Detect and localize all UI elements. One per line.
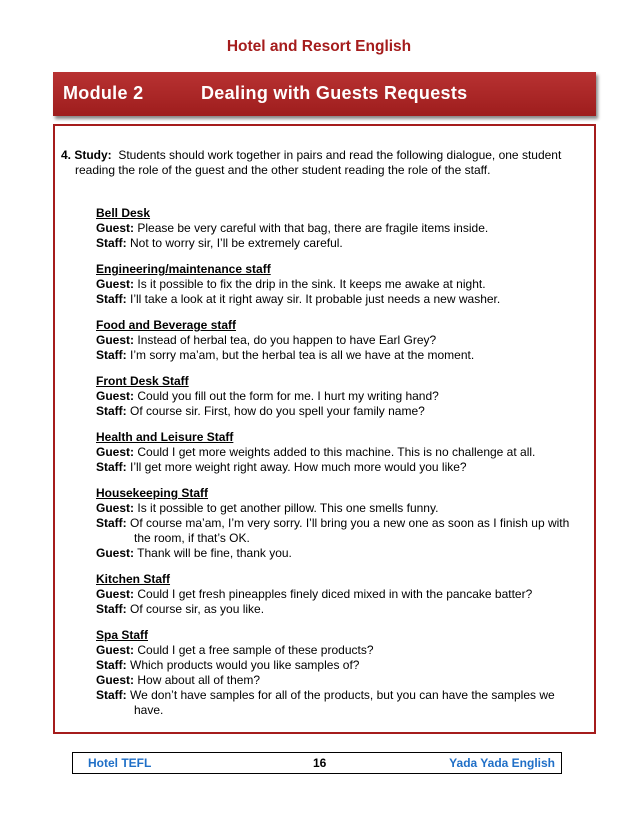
speaker-label: Guest: — [96, 389, 135, 403]
speaker-label: Staff: — [96, 658, 127, 672]
dialogue-text: Could I get fresh pineapples finely diced mixed in with the pancake batter? — [137, 587, 533, 601]
dialogue-line — [96, 389, 586, 404]
speaker-label: Guest: — [96, 333, 135, 347]
dialogue-heading: Kitchen Staff — [96, 572, 171, 586]
page-footer — [72, 752, 562, 774]
speaker-label: Staff: — [96, 236, 127, 250]
dialogue-text: Thank will be fine, thank you. — [137, 546, 292, 560]
dialogue-heading: Housekeeping Staff — [96, 486, 209, 500]
speaker-label: Staff: — [96, 516, 127, 530]
study-instructions — [61, 148, 595, 178]
dialogue-line — [96, 404, 586, 419]
dialogue-block — [96, 430, 586, 475]
dialogue-line — [96, 673, 586, 688]
footer-left-text: Hotel TEFL — [88, 756, 152, 770]
dialogue-text: Is it possible to get another pillow. This one smells funny. — [137, 501, 439, 515]
dialogue-heading: Food and Beverage staff — [96, 318, 237, 332]
dialogue-text: How about all of them? — [137, 673, 261, 687]
speaker-label: Staff: — [96, 688, 127, 702]
dialogue-text: Could you fill out the form for me. I hurt my writing hand? — [137, 389, 439, 403]
dialogue-line — [96, 658, 586, 673]
footer-right-text: Yada Yada English — [449, 756, 555, 770]
module-number: Module 2 — [63, 83, 144, 103]
speaker-label: Staff: — [96, 460, 127, 474]
dialogue-text: We don’t have samples for all of the products, but you can have the samples we have. — [130, 688, 555, 717]
dialogue-heading: Bell Desk — [96, 206, 151, 220]
module-title: Dealing with Guests Requests — [201, 83, 468, 103]
dialogue-heading: Engineering/maintenance staff — [96, 262, 271, 276]
dialogue-line — [96, 460, 586, 475]
content-box — [53, 124, 596, 734]
speaker-label: Guest: — [96, 277, 135, 291]
dialogue-heading: Spa Staff — [96, 628, 149, 642]
dialogue-text: Of course ma’am, I’m very sorry. I’ll bring you a new one as soon as I finish up with the room, if that’s OK. — [130, 516, 570, 545]
dialogue-text: Please be very careful with that bag, there are fragile items inside. — [137, 221, 489, 235]
speaker-label: Staff: — [96, 404, 127, 418]
dialogue-text: Could I get a free sample of these products? — [137, 643, 374, 657]
dialogue-text: Not to worry sir, I’ll be extremely careful. — [130, 236, 343, 250]
dialogue-text: I’ll take a look at it right away sir. It probable just needs a new washer. — [130, 292, 501, 306]
dialogue-heading: Health and Leisure Staff — [96, 430, 234, 444]
dialogue-text: Could I get more weights added to this machine. This is no challenge at all. — [137, 445, 536, 459]
dialogue-text: I’m sorry ma’am, but the herbal tea is all we have at the moment. — [130, 348, 475, 362]
dialogue-line — [96, 277, 586, 292]
dialogue-block — [96, 628, 586, 718]
dialogue-block — [96, 318, 586, 363]
dialogue-line — [96, 333, 586, 348]
dialogue-line — [96, 445, 586, 460]
dialogue-block — [96, 262, 586, 307]
speaker-label: Guest: — [96, 587, 135, 601]
study-text: Students should work together in pairs and read the following dialogue, one student reading the role of the guest and the other student reading the role of the staff. — [75, 148, 562, 177]
dialogue-block — [96, 572, 586, 617]
speaker-label: Staff: — [96, 602, 127, 616]
dialogue-text: Instead of herbal tea, do you happen to have Earl Grey? — [137, 333, 437, 347]
dialogue-line — [96, 516, 586, 546]
dialogue-text: Is it possible to fix the drip in the sink. It keeps me awake at night. — [137, 277, 486, 291]
dialogue-line — [96, 587, 586, 602]
dialogue-line — [96, 643, 586, 658]
dialogue-line — [96, 221, 586, 236]
speaker-label: Guest: — [96, 501, 135, 515]
dialogue-line — [96, 688, 586, 718]
speaker-label: Guest: — [96, 546, 135, 560]
dialogue-text: Which products would you like samples of? — [130, 658, 360, 672]
dialogue-line — [96, 546, 586, 561]
speaker-label: Guest: — [96, 221, 135, 235]
page-header-title: Hotel and Resort English — [226, 38, 412, 55]
dialogue-line — [96, 348, 586, 363]
dialogue-line — [96, 602, 586, 617]
speaker-label: Guest: — [96, 643, 135, 657]
speaker-label: Staff: — [96, 348, 127, 362]
dialogue-text: Of course sir, as you like. — [130, 602, 265, 616]
speaker-label: Guest: — [96, 445, 135, 459]
page-number: 16 — [313, 756, 327, 770]
dialogue-line — [96, 236, 586, 251]
speaker-label: Staff: — [96, 292, 127, 306]
dialogue-line — [96, 292, 586, 307]
dialogue-line — [96, 501, 586, 516]
speaker-label: Guest: — [96, 673, 135, 687]
dialogue-block — [96, 374, 586, 419]
dialogue-text: Of course sir. First, how do you spell your family name? — [130, 404, 425, 418]
study-label: 4. Study: — [61, 148, 112, 162]
dialogue-list — [96, 206, 586, 729]
module-banner — [53, 72, 596, 116]
dialogue-heading: Front Desk Staff — [96, 374, 189, 388]
dialogue-block — [96, 206, 586, 251]
dialogue-block — [96, 486, 586, 561]
dialogue-text: I’ll get more weight right away. How much more would you like? — [130, 460, 467, 474]
